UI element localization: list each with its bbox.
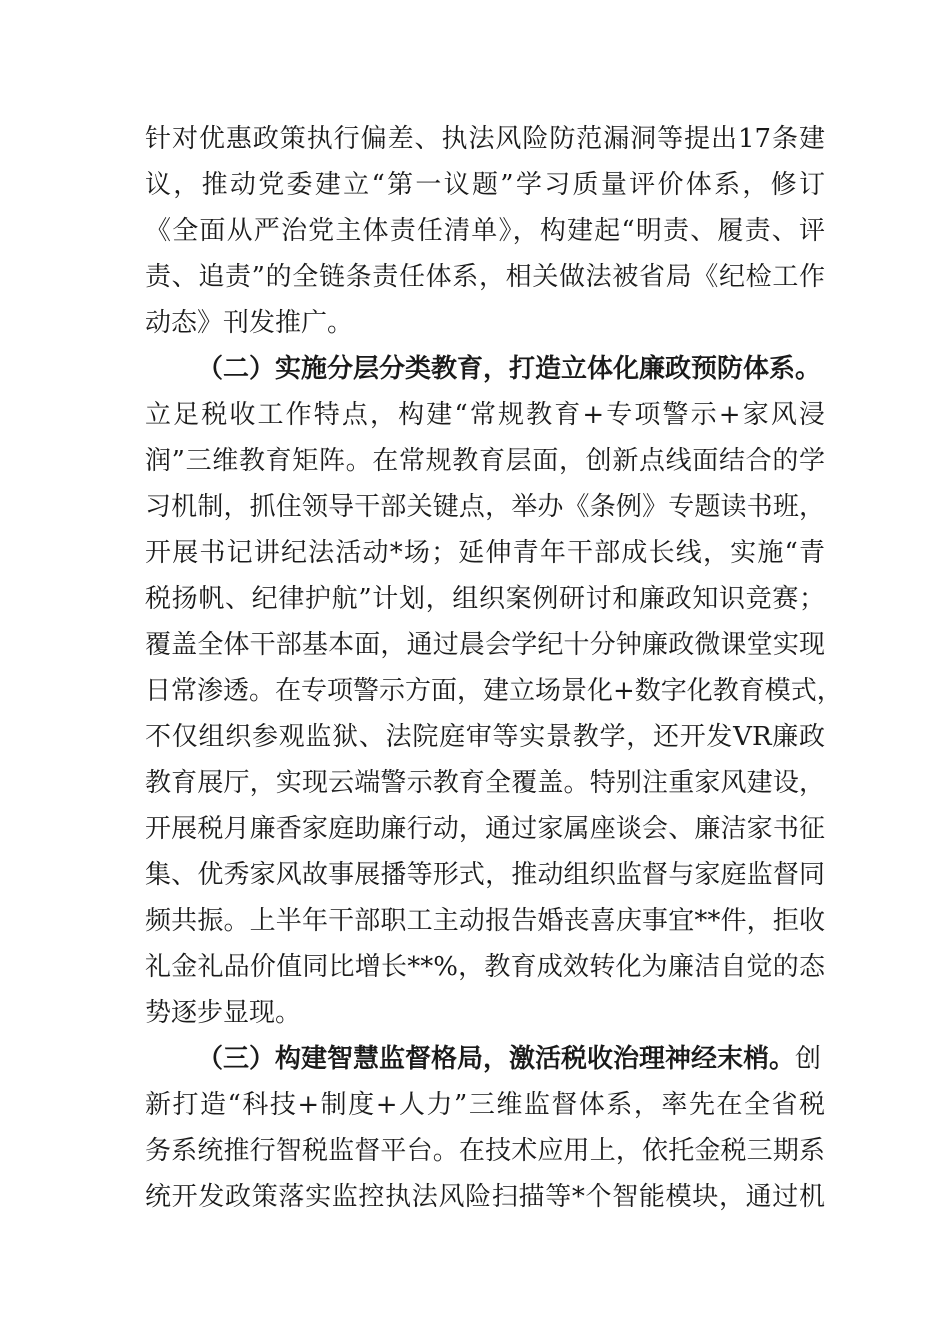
text-line: 责、追责”的全链条责任体系，相关做法被省局《纪检工作: [145, 262, 825, 292]
text-line: 动态》刊发推广。: [145, 308, 354, 338]
text-line: 润”三维教育矩阵。在常规教育层面，创新点线面结合的学: [145, 446, 825, 476]
text-line: 频共振。上半年干部职工主动报告婚丧喜庆事宜**件，拒收: [145, 906, 825, 936]
text-line: 集、优秀家风故事展播等形式，推动组织监督与家庭监督同: [145, 860, 825, 890]
text-line: 针对优惠政策执行偏差、执法风险防范漏洞等提出17条建: [145, 124, 825, 154]
text-line: 《全面从严治党主体责任清单》，构建起“明责、履责、评: [145, 216, 825, 246]
text-line: 新打造“科技+制度+人力”三维监督体系，率先在全省税: [145, 1090, 825, 1120]
section-heading-3: [197, 1042, 822, 1076]
section-heading-3-tail: 创: [795, 1044, 822, 1074]
text-line: 统开发政策落实监控执法风险扫描等*个智能模块，通过机: [145, 1182, 825, 1212]
text-line: 覆盖全体干部基本面，通过晨会学纪十分钟廉政微课堂实现: [145, 630, 825, 660]
text-line: 立足税收工作特点，构建“常规教育+专项警示+家风浸: [145, 400, 825, 430]
text-line: 税扬帆、纪律护航”计划，组织案例研讨和廉政知识竞赛；: [145, 584, 825, 614]
text-line: 日常渗透。在专项警示方面，建立场景化+数字化教育模式，: [145, 676, 843, 706]
text-line: 礼金礼品价值同比增长**%，教育成效转化为廉洁自觉的态: [145, 952, 825, 982]
section-heading-2: （二）实施分层分类教育，打造立体化廉政预防体系。: [197, 354, 822, 384]
text-line: 势逐步显现。: [145, 998, 302, 1028]
text-line: 习机制，抓住领导干部关键点，举办《条例》专题读书班，: [145, 492, 825, 522]
text-line: 教育展厅，实现云端警示教育全覆盖。特别注重家风建设，: [145, 768, 825, 798]
text-line: 议，推动党委建立“第一议题”学习质量评价体系，修订: [145, 170, 825, 200]
text-line: 开展书记讲纪法活动*场；延伸青年干部成长线，实施“青: [145, 538, 825, 568]
text-line: 务系统推行智税监督平台。在技术应用上，依托金税三期系: [145, 1136, 825, 1166]
text-line: 不仅组织参观监狱、法院庭审等实景教学，还开发VR廉政: [145, 722, 825, 752]
section-heading-3-title: （三）构建智慧监督格局，激活税收治理神经末梢。: [197, 1044, 796, 1074]
text-line: 开展税月廉香家庭助廉行动，通过家属座谈会、廉洁家书征: [145, 814, 825, 844]
